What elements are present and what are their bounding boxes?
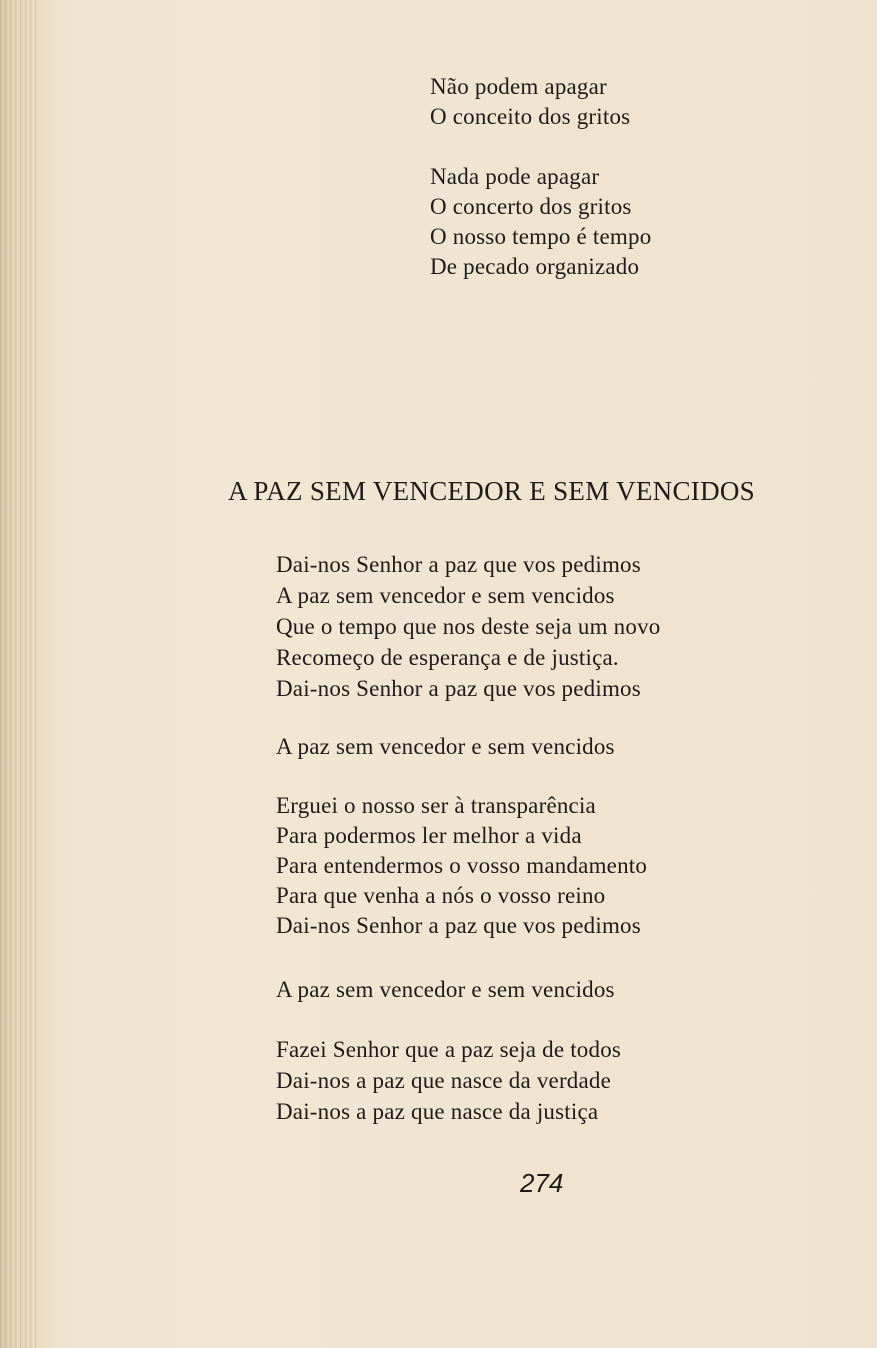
verse-line: Para podermos ler melhor a vida (276, 823, 582, 848)
page-number: 274 (520, 1168, 564, 1198)
poem-refrain-2 (276, 975, 615, 1005)
poem-refrain-1 (276, 732, 615, 762)
verse-line: O concerto dos gritos (430, 194, 632, 219)
verse-line: Dai-nos a paz que nasce da verdade (276, 1068, 612, 1093)
verse-line: A paz sem vencedor e sem vencidos (276, 734, 615, 759)
verse-line: O conceito dos gritos (430, 104, 631, 129)
verse-line: Dai-nos Senhor a paz que vos pedimos (276, 552, 641, 577)
poem-stanza-2 (276, 791, 647, 941)
verse-line: Recomeço de esperança e de justiça. (276, 645, 619, 670)
verse-line: Para entendermos o vosso mandamento (276, 853, 648, 878)
verse-line: Que o tempo que nos deste seja um novo (276, 614, 661, 639)
verse-line: De pecado organizado (430, 254, 640, 279)
page-edge-shading (0, 0, 40, 1348)
verse-line: Dai-nos Senhor a paz que vos pedimos (276, 676, 641, 701)
verse-line: Não podem apagar (430, 74, 607, 99)
preceding-poem-stanza-1 (430, 72, 630, 132)
verse-line: O nosso tempo é tempo (430, 224, 652, 249)
verse-line: Dai-nos a paz que nasce da justiça (276, 1099, 599, 1124)
verse-line: Erguei o nosso ser à transparência (276, 793, 596, 818)
poem-stanza-1 (276, 549, 660, 704)
poem-stanza-3 (276, 1034, 621, 1127)
verse-line: Para que venha a nós o vosso reino (276, 883, 606, 908)
poem-title: A PAZ SEM VENCEDOR E SEM VENCIDOS (228, 476, 755, 507)
verse-line: Fazei Senhor que a paz seja de todos (276, 1037, 622, 1062)
verse-line: A paz sem vencedor e sem vencidos (276, 583, 615, 608)
preceding-poem-stanza-2 (430, 162, 651, 282)
verse-line: Nada pode apagar (430, 164, 600, 189)
verse-line: A paz sem vencedor e sem vencidos (276, 977, 615, 1002)
verse-line: Dai-nos Senhor a paz que vos pedimos (276, 913, 641, 938)
